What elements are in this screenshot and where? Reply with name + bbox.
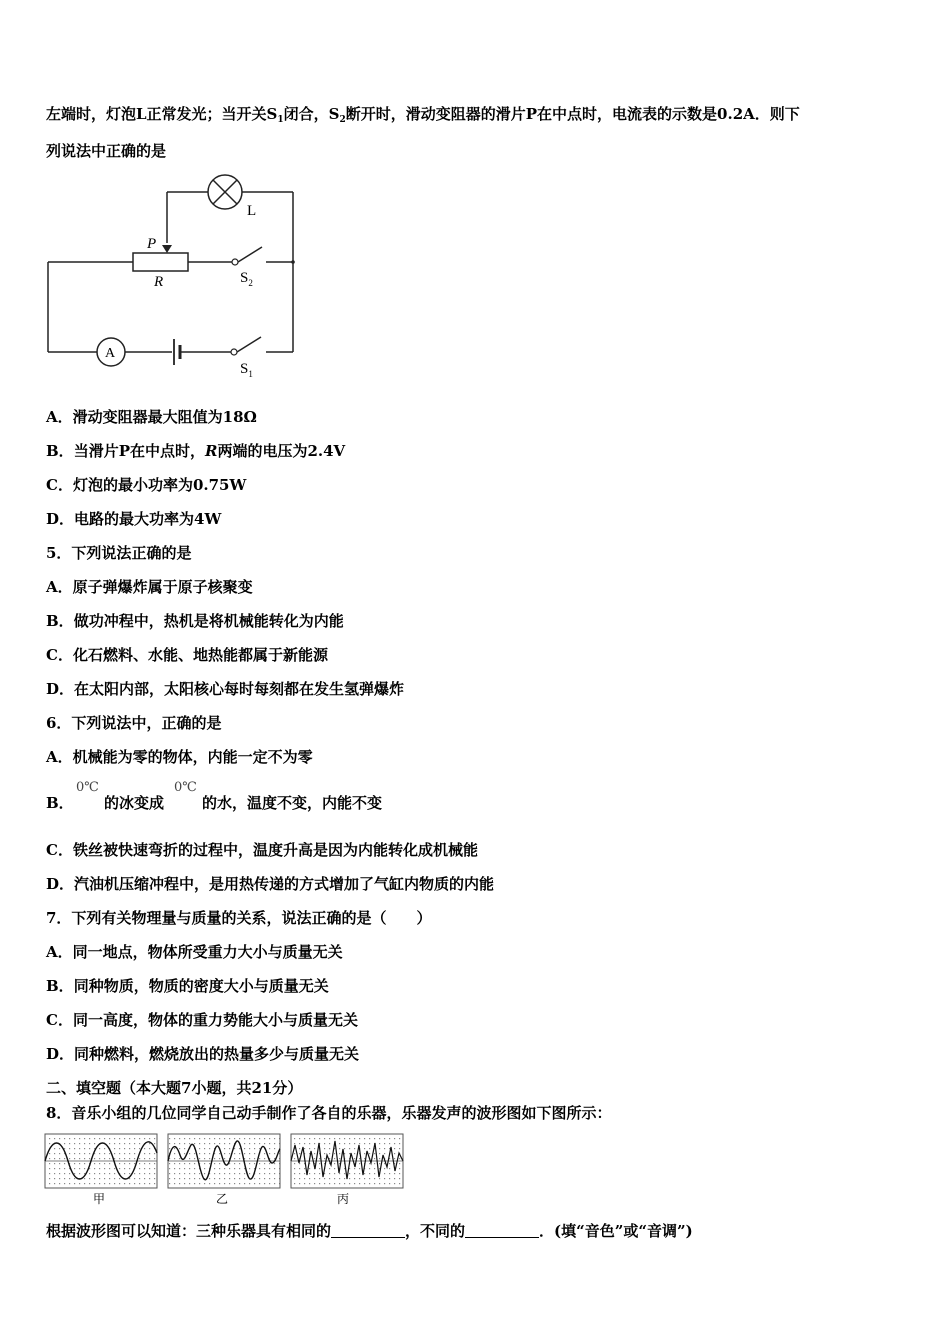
- q7-option-d: D．同种燃料，燃烧放出的热量多少与质量无关: [46, 1045, 360, 1063]
- q7-option-b: B．同种物质，物质的密度大小与质量无关: [46, 977, 329, 995]
- slider-arrow: [162, 245, 172, 253]
- intro-line-1: [46, 103, 800, 125]
- q4-option-c: C．灯泡的最小功率为0.75W: [46, 476, 247, 494]
- junction-dot: [291, 260, 295, 264]
- switch2-contact: [232, 259, 238, 265]
- q7-option-c: C．同一高度，物体的重力势能大小与质量无关: [46, 1011, 358, 1029]
- q6-option-b-letter: B．: [46, 794, 74, 812]
- switch2-label: $S_2$: [240, 270, 253, 288]
- q4-option-d: D．电路的最大功率为4W: [46, 510, 222, 528]
- waveform-panel-yi: [168, 1134, 280, 1206]
- q5-option-b: B．做功冲程中，热机是将机械能转化为内能: [46, 612, 344, 630]
- q6-option-b-end: 的水，温度不变，内能不变: [202, 794, 383, 812]
- waveform-figure: [44, 1133, 406, 1209]
- q6-option-c: C．铁丝被快速弯折的过程中，温度升高是因为内能转化成机械能: [46, 841, 478, 859]
- answer-blank-1[interactable]: [331, 1223, 405, 1238]
- intro-line-2: 列说法中正确的是: [46, 142, 167, 160]
- q5-option-c: C．化石燃料、水能、地热能都属于新能源: [46, 646, 328, 664]
- q6-temp-ice: 0℃: [76, 780, 99, 795]
- section-2-heading: 二、填空题（本大题7小题，共21分）: [46, 1079, 303, 1097]
- intro-sub-2: 2: [339, 115, 346, 125]
- lamp-label: L: [247, 203, 257, 219]
- switch1-contact: [231, 349, 237, 355]
- q5-stem: 5．下列说法正确的是: [46, 544, 192, 562]
- q4-option-a: A．滑动变阻器最大阻值为18Ω: [46, 408, 257, 426]
- waveform-label-bing: 丙: [337, 1192, 350, 1206]
- intro-text-b: 闭合，S: [283, 105, 340, 123]
- q6-temp-water: 0℃: [174, 780, 197, 795]
- resistor-label: R: [154, 274, 164, 290]
- q6-option-d: D．汽油机压缩冲程中，是用热传递的方式增加了气缸内物质的内能: [46, 875, 495, 893]
- q7-option-a: A．同一地点，物体所受重力大小与质量无关: [46, 943, 343, 961]
- q8-stem: 8．音乐小组的几位同学自己动手制作了各自的乐器，乐器发声的波形图如下图所示：: [46, 1104, 612, 1122]
- q6-option-b-mid: 的冰变成: [104, 794, 165, 812]
- lamp-symbol: [208, 175, 242, 209]
- slider-label: P: [147, 236, 157, 252]
- intro-text-a: 左端时，灯泡L正常发光；当开关S: [46, 105, 278, 123]
- waveform-panel-jia: [45, 1134, 157, 1206]
- intro-sub-1: 1: [277, 115, 284, 125]
- q7-stem: 7．下列有关物理量与质量的关系，说法正确的是（ ）: [46, 909, 432, 927]
- waveform-label-jia: 甲: [93, 1192, 106, 1206]
- q5-option-a: A．原子弹爆炸属于原子核聚变: [46, 578, 253, 596]
- answer-blank-2[interactable]: [465, 1223, 539, 1238]
- switch1-label: $S_1$: [240, 361, 253, 379]
- q6-option-a: A．机械能为零的物体，内能一定不为零: [46, 748, 313, 766]
- waveform-panel-bing: [291, 1134, 403, 1206]
- ammeter-label: A: [105, 346, 116, 361]
- circuit-diagram: [40, 165, 310, 385]
- q5-option-d: D．在太阳内部，太阳核心每时每刻都在发生氢弹爆炸: [46, 680, 405, 698]
- q4-option-b: B．当滑片P在中点时，R两端的电压为2.4V: [46, 442, 346, 460]
- q6-stem: 6．下列说法中，正确的是: [46, 714, 222, 732]
- intro-text-c: 断开时，滑动变阻器的滑片P在中点时，电流表的示数是0.2A．则下: [345, 105, 800, 123]
- waveform-label-yi: 乙: [216, 1192, 229, 1206]
- q8-answer-line: 根据波形图可以知道：三种乐器具有相同的 ，不同的 ．(填“音色”或“音调”): [46, 1222, 693, 1240]
- resistor-symbol: [133, 253, 188, 271]
